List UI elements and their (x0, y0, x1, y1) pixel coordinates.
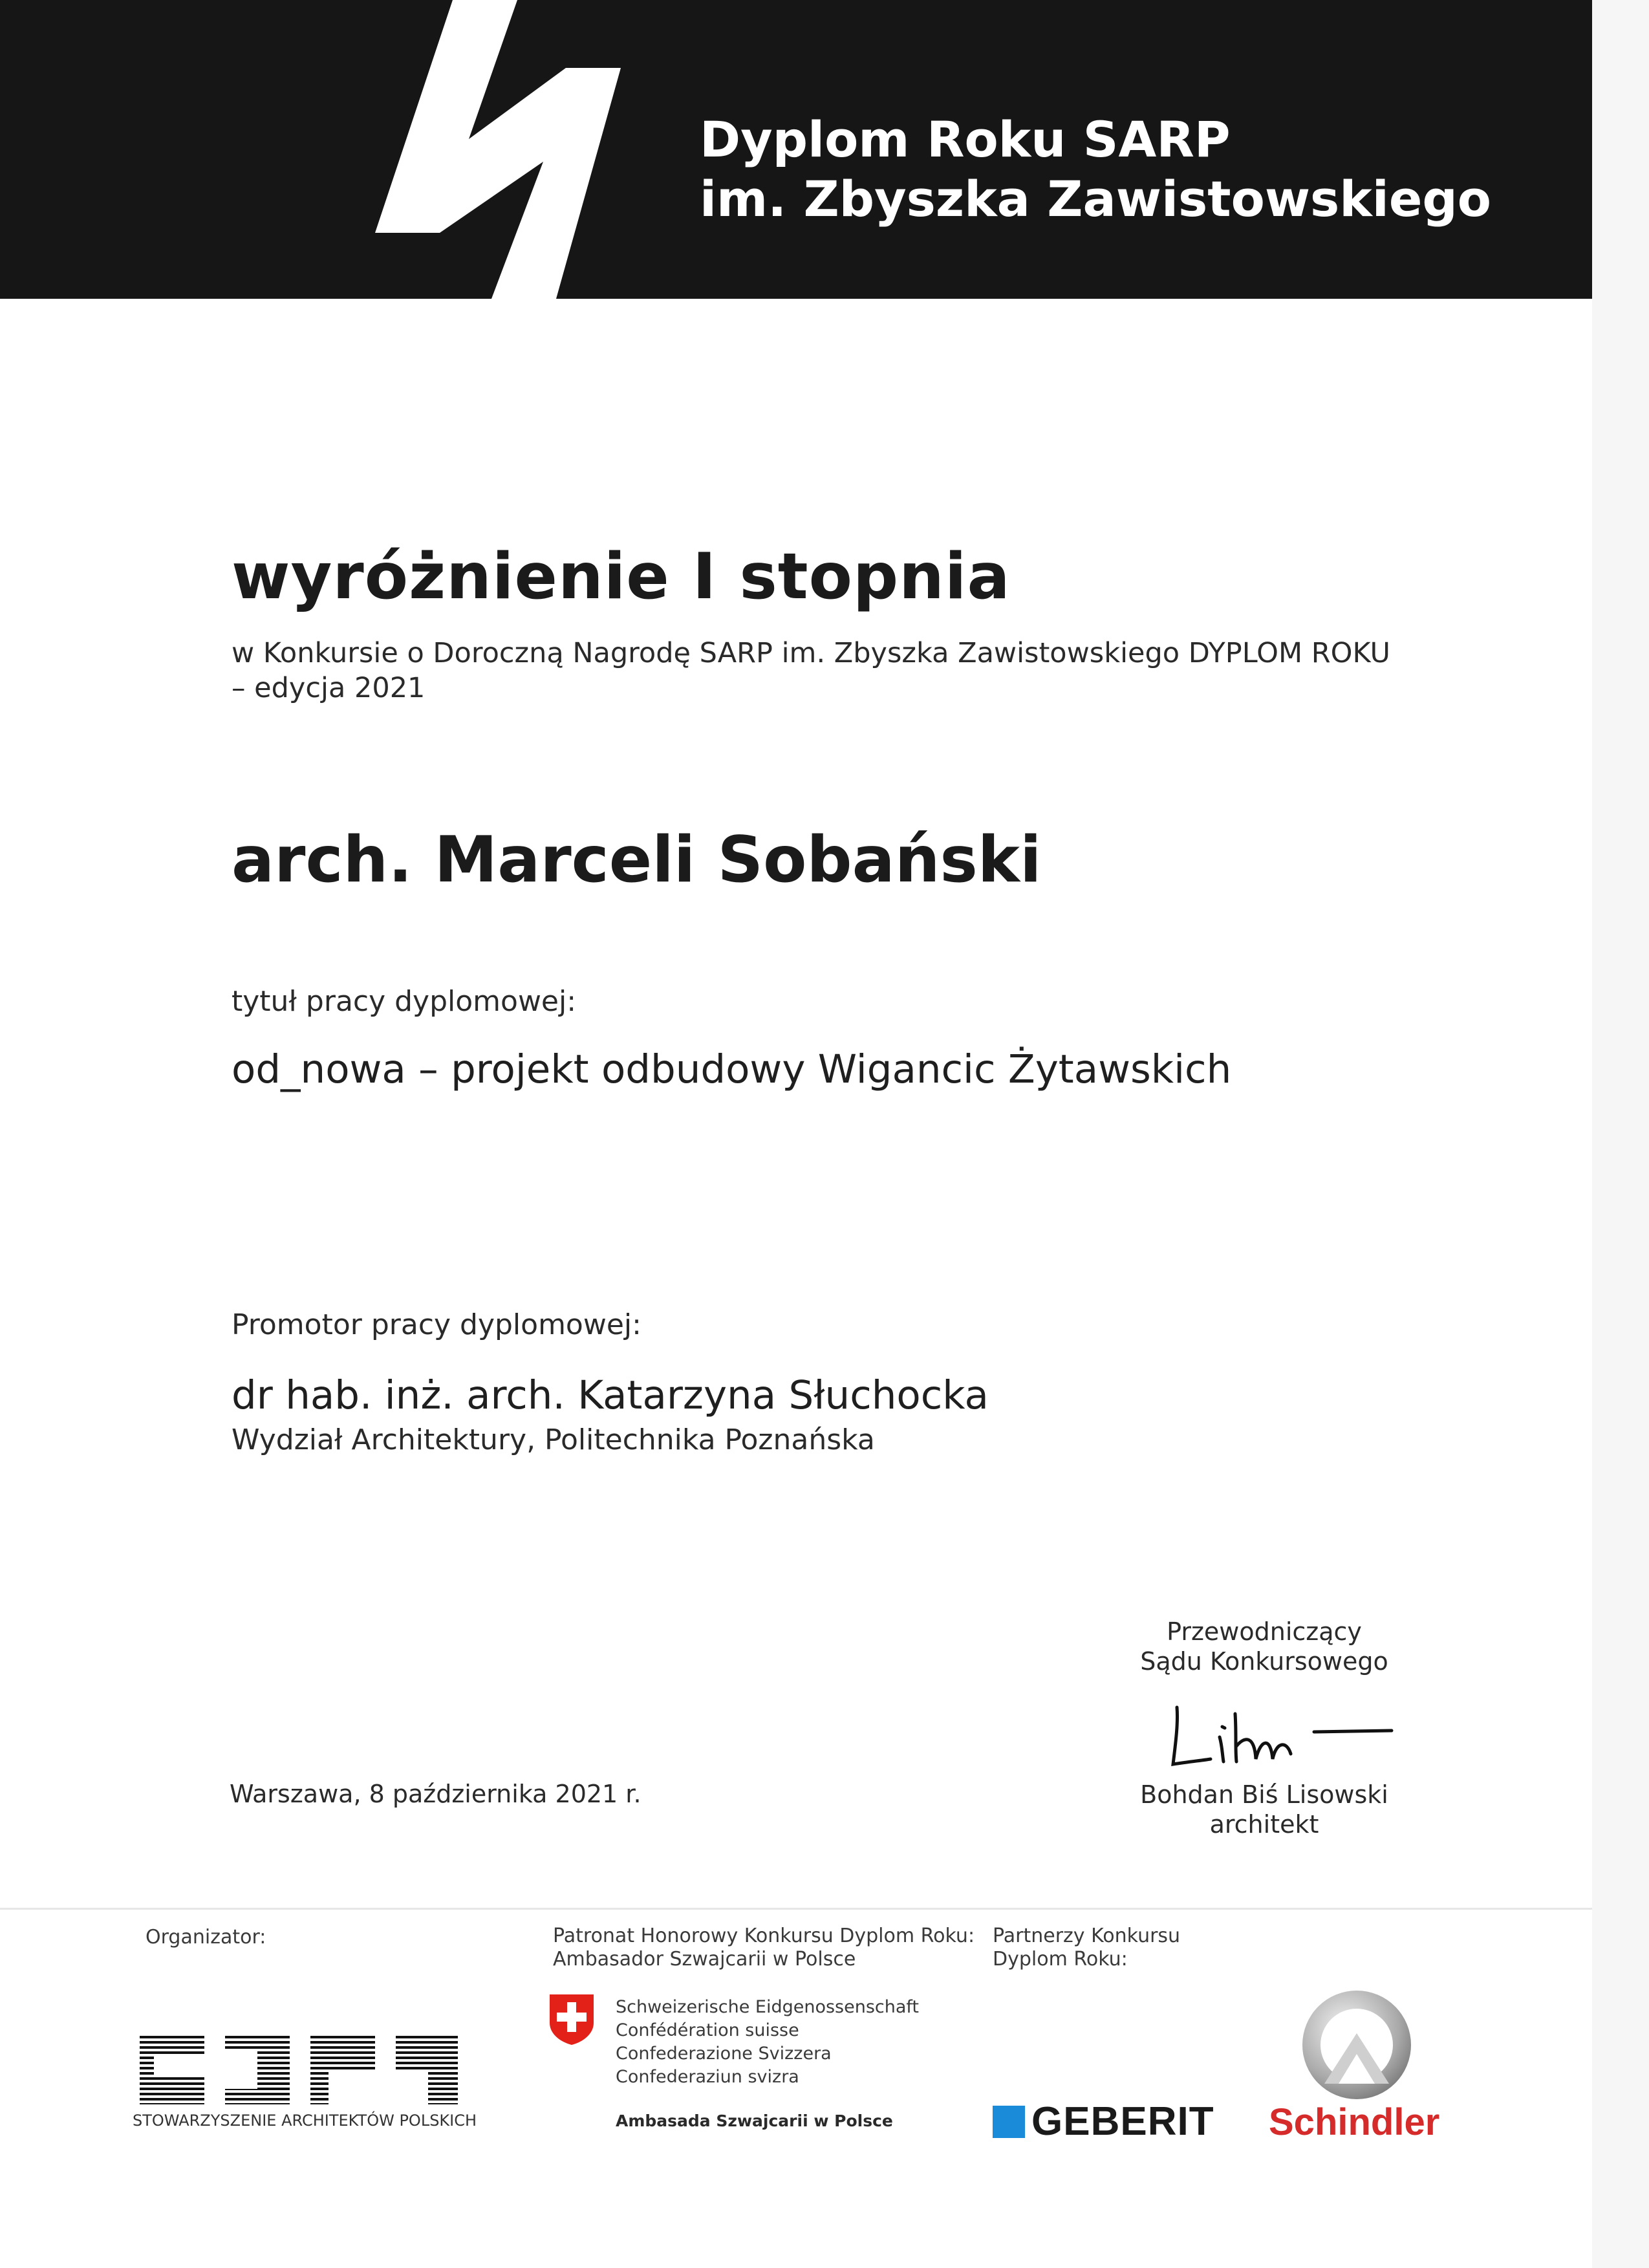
promoter-label: Promotor pracy dyplomowej: (232, 1308, 641, 1341)
swiss-line-de: Schweizerische Eidgenossenschaft (616, 1997, 920, 2017)
jury-role-line2: Sądu Konkursowego (1140, 1647, 1388, 1676)
jury-name: Bohdan Biś Lisowski (1140, 1780, 1388, 1809)
patron-label-line2: Ambasador Szwajcarii w Polsce (553, 1948, 856, 1971)
organizer-caption: STOWARZYSZENIE ARCHITEKTÓW POLSKICH (133, 2111, 477, 2130)
embassy-name: Ambasada Szwajcarii w Polsce (616, 2111, 893, 2130)
jury-signatory (1061, 1780, 1468, 1839)
place-date: Warszawa, 8 października 2021 r. (230, 1780, 641, 1808)
swiss-line-rm: Confederaziun svizra (616, 2067, 799, 2087)
partners-label-line1: Partnerzy Konkursu (993, 1925, 1181, 1947)
thesis-label: tytuł pracy dyplomowej: (232, 985, 577, 1018)
recipient-name: arch. Marceli Sobański (232, 823, 1042, 897)
award-description-line2: – edycja 2021 (232, 672, 426, 704)
header-title (700, 110, 1491, 229)
footer-divider (0, 1908, 1592, 1910)
header-title-line1: Dyplom Roku SARP (700, 111, 1231, 168)
jury-role-line1: Przewodniczący (1167, 1617, 1362, 1646)
swiss-shield-icon (548, 1993, 595, 2046)
geberit-logo (993, 2099, 1214, 2144)
award-description (232, 636, 1390, 706)
geberit-square-icon (993, 2106, 1025, 2138)
paper-edge (1592, 0, 1649, 2268)
jury-title: architekt (1209, 1810, 1319, 1839)
sarp-bolt-icon (349, 0, 653, 299)
sarp-logo-icon (135, 2031, 461, 2107)
schindler-wordmark: Schindler (1269, 2101, 1440, 2143)
handwritten-signature (1164, 1694, 1397, 1772)
jury-role (1061, 1617, 1468, 1676)
patron-label-line1: Patronat Honorowy Konkursu Dyplom Roku: (553, 1925, 975, 1947)
partners-label (993, 1925, 1180, 1971)
organizer-label (146, 1926, 266, 1949)
promoter-name: dr hab. inż. arch. Katarzyna Słuchocka (232, 1372, 989, 1418)
award-description-line1: w Konkursie o Doroczną Nagrodę SARP im. Zbyszka Zawistowskiego DYPLOM ROKU (232, 637, 1390, 669)
geberit-wordmark: GEBERIT (1031, 2099, 1214, 2144)
thesis-title: od_nowa – projekt odbudowy Wigancic Żytawskich (232, 1046, 1232, 1092)
header-title-line2: im. Zbyszka Zawistowskiego (700, 170, 1492, 228)
swiss-line-fr: Confédération suisse (616, 2020, 799, 2040)
promoter-faculty: Wydział Architektury, Politechnika Poznańska (232, 1423, 875, 1456)
swiss-confederation-text (616, 1996, 919, 2089)
schindler-emblem-icon (1299, 1987, 1415, 2103)
swiss-line-it: Confederazione Svizzera (616, 2044, 832, 2064)
partners-label-line2: Dyplom Roku: (993, 1948, 1128, 1971)
patron-label (553, 1925, 975, 1971)
award-title: wyróżnienie I stopnia (232, 540, 1011, 614)
organizer-label-text: Organizator: (146, 1926, 266, 1949)
